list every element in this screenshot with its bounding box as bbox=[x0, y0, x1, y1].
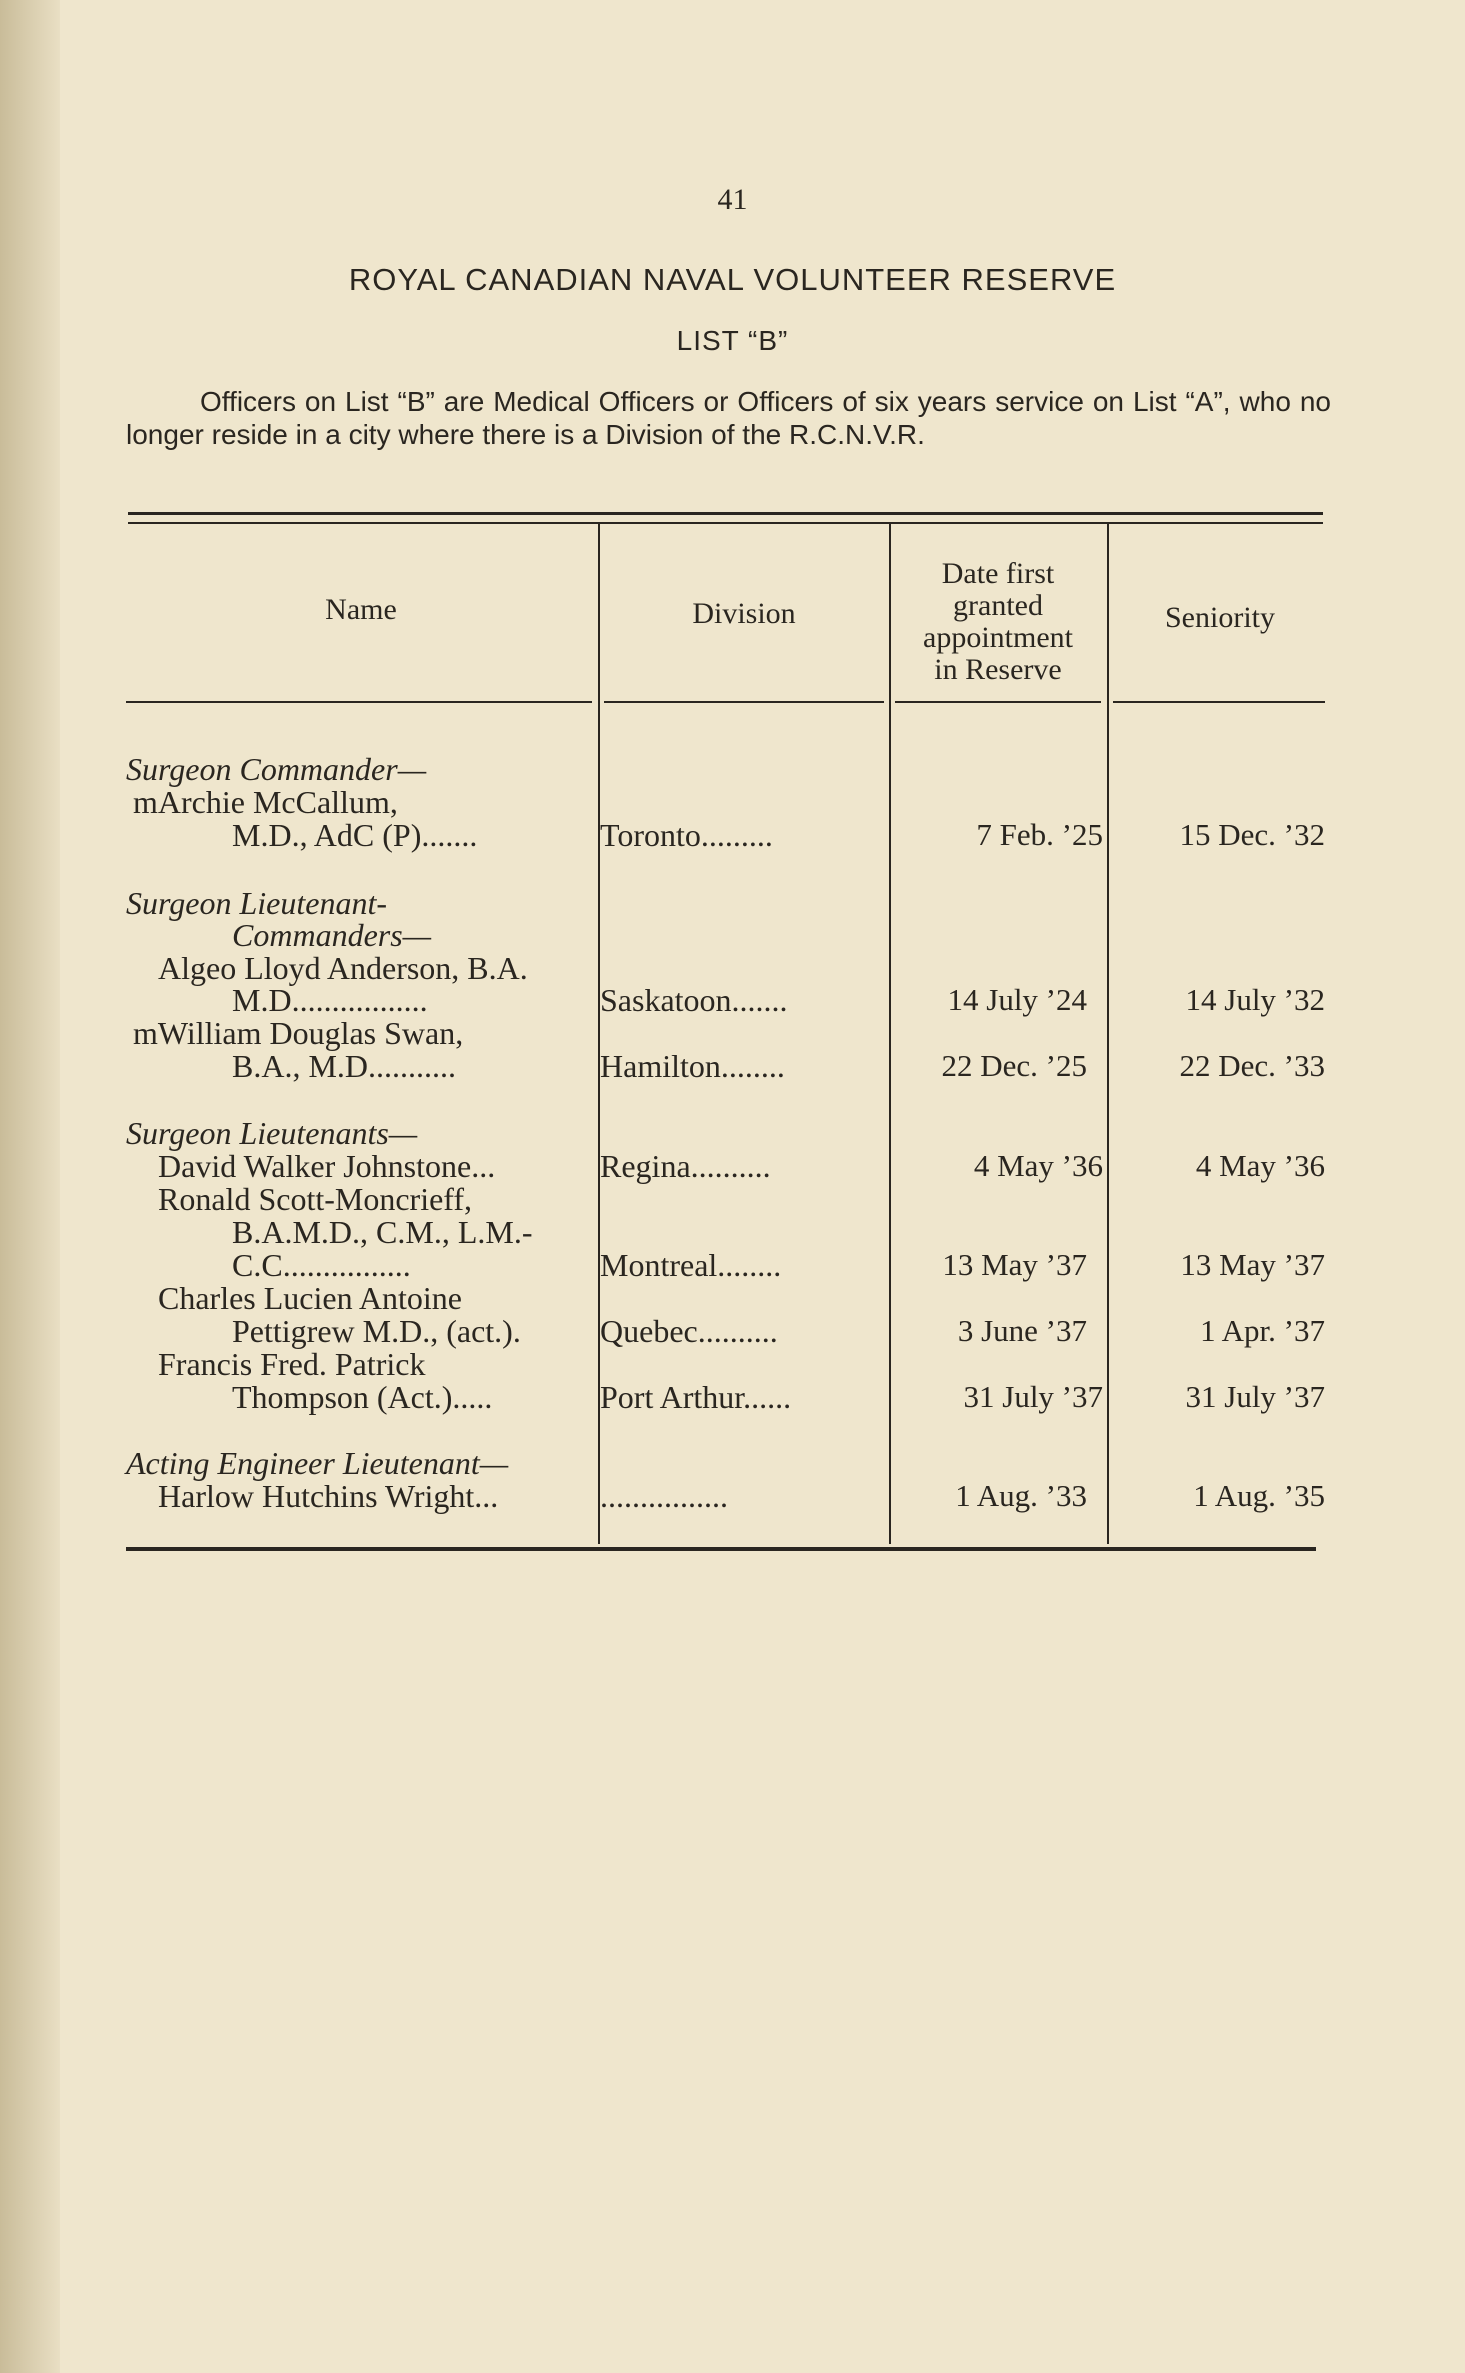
officer-seniority: 1 Aug. ’35 bbox=[1193, 1478, 1325, 1513]
officer-name: David Walker Johnstone... bbox=[158, 1148, 496, 1184]
officer-seniority: 4 May ’36 bbox=[1195, 1148, 1325, 1183]
intro-text: Officers on List “B” are Medical Officers or Officers of six years service on List “A”, who no longer reside in a city where there is a Division of the R.C.N.V.R. bbox=[126, 386, 1331, 450]
officer-date-first: 4 May ’36 bbox=[973, 1148, 1103, 1183]
section-heading: Commanders— bbox=[232, 917, 432, 953]
officer-name: Charles Lucien Antoine bbox=[158, 1280, 462, 1316]
column-header-name: Name bbox=[325, 593, 397, 626]
officer-date-first: 22 Dec. ’25 bbox=[941, 1048, 1087, 1083]
officer-seniority: 22 Dec. ’33 bbox=[1179, 1048, 1325, 1083]
header-date-line-1: Date first bbox=[941, 557, 1055, 590]
section-heading: Surgeon Commander— bbox=[126, 751, 427, 787]
officer-division: Hamilton........ bbox=[600, 1048, 785, 1084]
officer-division: Saskatoon....... bbox=[600, 982, 788, 1018]
column-header-division: Division bbox=[692, 597, 796, 630]
officer-name: Harlow Hutchins Wright... bbox=[158, 1478, 499, 1514]
officer-seniority: 13 May ’37 bbox=[1180, 1247, 1325, 1282]
header-date-line-4: in Reserve bbox=[934, 653, 1062, 686]
officer-date-first: 14 July ’24 bbox=[947, 982, 1087, 1017]
officer-date-first: 13 May ’37 bbox=[942, 1247, 1087, 1282]
officer-name: Ronald Scott-Moncrieff, bbox=[158, 1181, 473, 1217]
officer-seniority: 14 July ’32 bbox=[1185, 982, 1325, 1017]
officer-name: Pettigrew M.D., (act.). bbox=[232, 1313, 521, 1349]
officer-name: B.A., M.D........... bbox=[232, 1048, 457, 1084]
officer-division: Quebec.......... bbox=[600, 1313, 778, 1349]
officer-name: mArchie McCallum, bbox=[133, 784, 398, 820]
officer-date-first: 31 July ’37 bbox=[963, 1379, 1103, 1414]
section-heading: Surgeon Lieutenant- bbox=[126, 885, 387, 921]
header-date-line-3: appointment bbox=[923, 621, 1073, 654]
officer-name: Thompson (Act.)..... bbox=[232, 1379, 493, 1415]
officer-name: C.C................ bbox=[232, 1247, 411, 1283]
officer-division: Toronto......... bbox=[600, 817, 773, 853]
table-bottom-rule bbox=[126, 1547, 1316, 1551]
column-header-date-first bbox=[891, 558, 1105, 686]
header-underline-name bbox=[126, 701, 592, 703]
officer-name: M.D................. bbox=[232, 982, 428, 1018]
officer-name: Francis Fred. Patrick bbox=[158, 1346, 426, 1382]
officer-name: M.D., AdC (P)....... bbox=[232, 817, 478, 853]
officer-seniority: 31 July ’37 bbox=[1185, 1379, 1325, 1414]
header-rule-top bbox=[128, 512, 1323, 515]
header-underline-seniority bbox=[1113, 701, 1325, 703]
header-underline-division bbox=[604, 701, 884, 703]
page-number: 41 bbox=[717, 183, 748, 216]
officer-division: Port Arthur...... bbox=[600, 1379, 792, 1415]
officer-seniority: 1 Apr. ’37 bbox=[1200, 1313, 1325, 1348]
officer-name: Algeo Lloyd Anderson, B.A. bbox=[158, 950, 528, 986]
officer-date-first: 7 Feb. ’25 bbox=[976, 817, 1103, 852]
header-underline-date bbox=[895, 701, 1101, 703]
header-rule-second bbox=[128, 522, 1323, 524]
section-heading: Surgeon Lieutenants— bbox=[126, 1115, 418, 1151]
officer-seniority: 15 Dec. ’32 bbox=[1179, 817, 1325, 852]
column-header-seniority: Seniority bbox=[1165, 601, 1275, 634]
officer-date-first: 1 Aug. ’33 bbox=[955, 1478, 1087, 1513]
officer-division: Regina.......... bbox=[600, 1148, 771, 1184]
officer-name: mWilliam Douglas Swan, bbox=[133, 1015, 464, 1051]
document-title: ROYAL CANADIAN NAVAL VOLUNTEER RESERVE bbox=[348, 262, 1117, 297]
section-heading: Acting Engineer Lieutenant— bbox=[126, 1445, 509, 1481]
header-date-line-2: granted bbox=[953, 589, 1043, 622]
list-subtitle: LIST “B” bbox=[676, 325, 789, 356]
officer-name: B.A.M.D., C.M., L.M.- bbox=[232, 1214, 533, 1250]
officer-date-first: 3 June ’37 bbox=[957, 1313, 1087, 1348]
officer-division: Montreal........ bbox=[600, 1247, 782, 1283]
intro-paragraph bbox=[126, 385, 1331, 451]
officer-division: ................ bbox=[600, 1478, 728, 1514]
